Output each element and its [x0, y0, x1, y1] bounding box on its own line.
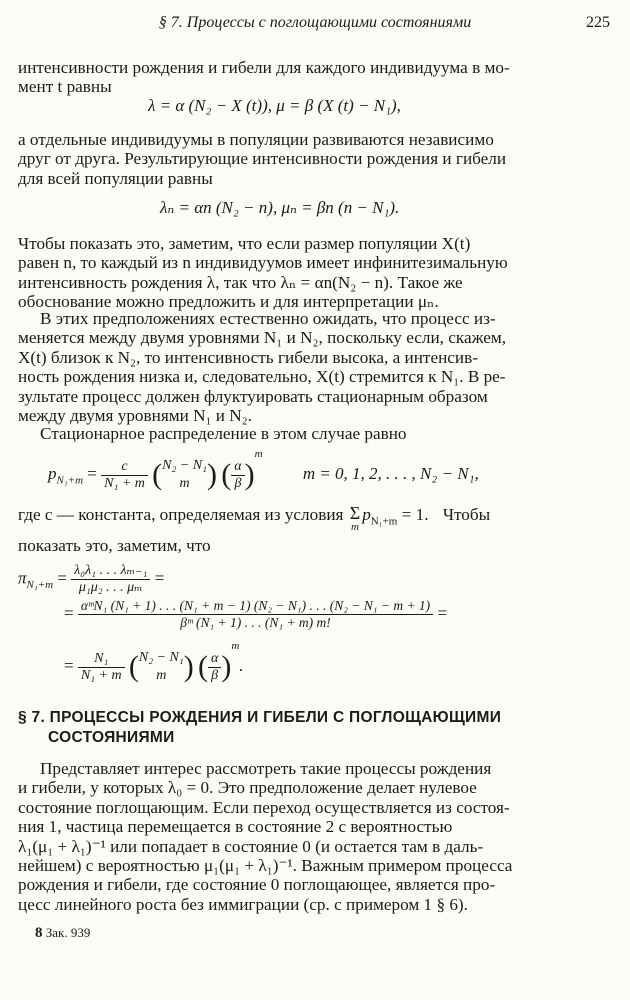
index-range: m = 0, 1, 2, . . . , N₂ − N₁,: [302, 464, 479, 483]
ratio-denominator: β: [211, 667, 219, 683]
fraction-numerator: λ₀λ₁ . . . λₘ₋₁: [71, 563, 150, 580]
text-line: а отдельные индивидуумы в популяции развиваются независимо: [18, 130, 494, 149]
equals-sign: =: [87, 464, 97, 483]
binomial-top: N₂ − N₁: [138, 650, 184, 666]
formula-birth-death-rates: λ = α (N₂ − X (t)), μ = β (X (t) − N₁),: [148, 96, 401, 115]
text-line: меняется между двумя уровнями N₁ и N₂, поскольку если, скажем,: [18, 328, 507, 348]
power: m: [254, 448, 263, 460]
formula-derivation-line-1: $\pi_{N_1+m}$ = $\frac{\text{λ₀λ₁ . . . λₘ₋₁}}{\text{μ₁μ₂ . . . μₘ}}$ =: [18, 563, 165, 595]
text-line: зультате процесс должен флуктуировать стационарным образом: [18, 386, 488, 406]
text-line: цесс линейного роста без иммиграции (ср. с примером 1 § 6).: [18, 894, 468, 914]
section-heading: [18, 708, 618, 748]
left-paren: (: [152, 458, 163, 492]
page-number: 225: [586, 14, 610, 31]
text-line: X(t) близок к N₂, то интенсивность гибели высока, а интенсив-: [18, 347, 478, 367]
ratio-denominator: β: [234, 475, 242, 491]
formula-derivation-line-2: = αᵐN₁ (N₁ + 1) . . . (N₁ + m − 1) (N₂ − N₁) . . . (N₂ − N₁ − m + 1) βᵐ (N₁ + 1) . . . (N₁ + m) m! =: [64, 598, 448, 630]
signature-text: Зак. 939: [45, 925, 91, 940]
text-line: друг от друга. Результирующие интенсивности рождения и гибели: [18, 149, 507, 169]
formula-lhs-sub: N₁+m: [56, 474, 84, 487]
right-paren: ): [244, 458, 255, 492]
text-line: нейшем) с вероятностью μ₁(μ₁ + λ₁)⁻¹. Важным примером процесса: [18, 855, 513, 875]
formula-derivation-line-3: = $\frac{\text{N₁}}{\text{N₁ + m}}$ ( N₂ − N₁ m ) ( $\frac{\alpha}{\beta}$ )$^m$.: [64, 640, 244, 684]
text-line: рождения и гибели, где состояние 0 поглощающее, является про-: [18, 875, 496, 895]
section-heading-line: § 7. ПРОЦЕССЫ РОЖДЕНИЯ И ГИБЕЛИ С ПОГЛОЩАЮЩИМИ: [18, 709, 502, 726]
binomial-bottom: m: [179, 476, 190, 492]
power: m: [231, 640, 240, 652]
text-line: для всей популяции равны: [18, 168, 213, 188]
text-line: Чтобы показать это, заметим, что если размер популяции X(t): [18, 234, 471, 253]
sum-index: m: [350, 521, 359, 533]
ratio-numerator: α: [231, 459, 244, 476]
sum-term: p: [362, 505, 371, 524]
paragraph-4: [18, 309, 610, 425]
section-heading-line: СОСТОЯНИЯМИ: [48, 729, 175, 746]
ratio: [208, 651, 221, 684]
fraction-denominator: μ₁μ₂ . . . μₘ: [78, 580, 143, 595]
signature-number: 8: [35, 925, 43, 941]
fraction: [71, 563, 150, 596]
paragraph-5: [18, 424, 610, 443]
formula-lhs-sub: N₁+m: [26, 578, 54, 591]
text-line: Стационарное распределение в этом случае равно: [40, 424, 407, 443]
text-line: мент t равны: [18, 77, 112, 97]
fraction: [101, 459, 148, 492]
binomial: [162, 457, 207, 493]
text-segment: Чтобы: [442, 505, 491, 524]
print-signature: [35, 925, 90, 942]
formula-lhs: π: [18, 568, 27, 588]
text-line: обоснование можно предложить и для интерпретации μₙ.: [18, 292, 439, 312]
header-title: § 7. Процессы с поглощающими состояниями: [158, 14, 472, 31]
sum-equals: = 1.: [401, 505, 429, 524]
paragraph-3: [18, 234, 610, 312]
text-line: ния 1, частица перемещается в состояние 2 с вероятностью: [18, 817, 453, 837]
formula-lhs: p: [48, 464, 57, 483]
text-line: состояние поглощающим. Если переход осуществляется из состоя-: [18, 797, 510, 817]
text-segment: где c — константа, определяемая из условия: [18, 505, 344, 524]
fraction: [78, 598, 433, 631]
text-line: между двумя уровнями N₁ и N₂.: [18, 405, 253, 425]
binomial-bottom: m: [156, 668, 167, 684]
fraction: [78, 651, 125, 684]
ratio: [231, 459, 244, 492]
running-header: [0, 14, 630, 36]
fraction-numerator: c: [101, 459, 148, 476]
text-line: и гибели, у которых λ₀ = 0. Это предположение делает нулевое: [18, 778, 477, 798]
sum-term-sub: N₁+m: [370, 515, 398, 528]
fraction-numerator: αᵐN₁ (N₁ + 1) . . . (N₁ + m − 1) (N₂ − N₁) . . . (N₂ − N₁ − m + 1): [78, 598, 433, 615]
formula-population-rates: λₙ = αn (N₂ − n), μₙ = βn (n − N₁).: [160, 198, 400, 217]
text-line: интенсивности рождения и гибели для каждого индивидуума в мо-: [18, 58, 510, 77]
fraction-denominator: βᵐ (N₁ + 1) . . . (N₁ + m) m!: [180, 615, 331, 630]
right-paren: ): [207, 458, 217, 492]
formula-stationary-distribution: [48, 448, 479, 493]
text-line: равен n, то каждый из n индивидуумов имеет инфинитезимальную: [18, 253, 508, 273]
paragraph-6: [18, 505, 610, 556]
fraction-numerator: N₁: [78, 651, 125, 668]
text-line: λ₁(μ₁ + λ₁)⁻¹ или попадает в состояние 0 (и остается там в даль-: [18, 836, 484, 856]
sum-symbol: Σ: [349, 503, 361, 523]
paragraph-2: [18, 130, 610, 188]
text-line: В этих предположениях естественно ожидать, что процесс из-: [40, 309, 496, 328]
text-line: интенсивность рождения λ, так что λₙ = αn(N₂ − n). Такое же: [18, 272, 463, 292]
ratio-numerator: α: [208, 651, 221, 668]
fraction-denominator: N₁ + m: [104, 475, 145, 491]
text-line: [18, 503, 610, 533]
text-line: ность рождения низка и, следовательно, X(t) стремится к N₁. В ре-: [18, 367, 506, 387]
binomial: [139, 649, 184, 685]
binomial-top: N₂ − N₁: [162, 458, 207, 474]
left-paren: (: [221, 458, 232, 492]
text-line: показать это, заметим, что: [18, 536, 211, 556]
paragraph-1: [18, 58, 610, 97]
fraction-denominator: N₁ + m: [80, 667, 122, 683]
sum-operator: [349, 503, 361, 534]
paragraph-7: [18, 759, 610, 914]
text-line: Представляет интерес рассмотреть такие процессы рождения: [40, 759, 492, 778]
